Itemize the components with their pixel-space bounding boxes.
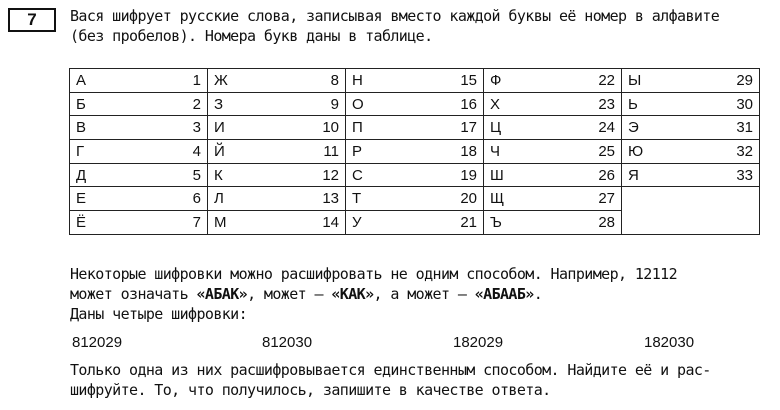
- letter-number: 3: [192, 119, 201, 137]
- letter: Ш: [490, 166, 504, 184]
- task-intro: [70, 6, 770, 46]
- example-word-abaab: «АБААБ»: [474, 285, 534, 303]
- alphabet-cell: [208, 163, 346, 187]
- letter: О: [352, 95, 364, 113]
- alphabet-cell: [208, 116, 346, 140]
- letter-number: 1: [192, 71, 201, 89]
- letter-number: 19: [460, 166, 477, 184]
- example-text: , может —: [247, 285, 332, 303]
- letter: М: [214, 213, 227, 231]
- alphabet-cell: [208, 92, 346, 116]
- alphabet-cell: [70, 140, 208, 164]
- example-word-abak: «АБАК»: [196, 285, 248, 303]
- table-row: [70, 92, 760, 116]
- letter-number: 17: [460, 119, 477, 137]
- alphabet-cell: [622, 92, 760, 116]
- letter: С: [352, 166, 363, 184]
- table-row: [70, 187, 760, 211]
- alphabet-cell: [70, 211, 208, 235]
- letter: Й: [214, 142, 225, 160]
- letter-number: 33: [736, 166, 753, 184]
- alphabet-cell: [346, 163, 484, 187]
- alphabet-cell: [484, 92, 622, 116]
- letter: В: [76, 119, 87, 137]
- letter-number: 31: [736, 119, 753, 137]
- letter-number: 24: [598, 119, 615, 137]
- letter: К: [214, 166, 223, 184]
- letter-number: 12: [322, 166, 339, 184]
- letter: П: [352, 119, 363, 137]
- codes-row: [70, 334, 770, 354]
- letter-number: 15: [460, 71, 477, 89]
- letter-number: 6: [192, 190, 201, 208]
- letter-number: 11: [323, 142, 339, 160]
- letter: Ъ: [490, 213, 502, 231]
- alphabet-cell: [346, 92, 484, 116]
- letter: Ы: [628, 71, 642, 89]
- alphabet-cell: [622, 163, 760, 187]
- table-row: [70, 163, 760, 187]
- alphabet-cell: [484, 69, 622, 93]
- letter-number: 7: [192, 213, 201, 231]
- example-text: может означать: [70, 285, 197, 303]
- example-paragraph: [70, 264, 770, 324]
- letter-number: 14: [322, 213, 339, 231]
- letter-number: 4: [192, 142, 201, 160]
- letter: З: [214, 95, 224, 113]
- letter-number: 32: [736, 142, 753, 160]
- letter-number: 30: [736, 95, 753, 113]
- example-line-1: Некоторые шифровки можно расшифровать не одним способом. Например, 12112: [70, 265, 678, 283]
- alphabet-cell: [622, 69, 760, 93]
- letter-number: 9: [330, 95, 339, 113]
- alphabet-cell: [70, 69, 208, 93]
- empty-cell: [622, 187, 760, 234]
- letter-number: 8: [330, 71, 339, 89]
- example-text: .: [533, 285, 543, 303]
- example-line-3: Даны четыре шифровки:: [70, 305, 248, 323]
- letter: Ь: [628, 95, 638, 113]
- letter: Ю: [628, 142, 644, 160]
- letter-number: 26: [598, 166, 615, 184]
- alphabet-cell: [346, 211, 484, 235]
- alphabet-cell: [70, 92, 208, 116]
- alphabet-cell: [484, 116, 622, 140]
- code-4: 182030: [644, 334, 695, 351]
- conclusion-line-2: шифруйте. То, что получилось, запишите в качестве ответа.: [70, 381, 551, 399]
- letter-number: 27: [598, 190, 615, 208]
- letter: Ч: [490, 142, 500, 160]
- table-row: [70, 69, 760, 93]
- intro-line-2: (без пробелов). Номера букв даны в таблице.: [70, 27, 433, 45]
- alphabet-cell: [484, 163, 622, 187]
- letter-number: 29: [736, 71, 753, 89]
- letter: У: [352, 213, 362, 231]
- letter: Ц: [490, 119, 502, 137]
- letter: Ё: [76, 213, 87, 231]
- example-text: , а может —: [373, 285, 475, 303]
- conclusion-paragraph: [70, 360, 770, 400]
- letter: Я: [628, 166, 639, 184]
- intro-line-1: Вася шифрует русские слова, записывая вместо каждой буквы её номер в алфавите: [70, 7, 720, 25]
- letter: Е: [76, 190, 87, 208]
- letter: Ж: [214, 71, 228, 89]
- letter-number: 10: [322, 119, 339, 137]
- letter-number: 28: [598, 213, 615, 231]
- alphabet-cell: [484, 140, 622, 164]
- letter-number: 22: [598, 71, 615, 89]
- letter: Э: [628, 119, 639, 137]
- conclusion-line-1: Только одна из них расшифровывается единственным способом. Найдите её и рас-: [70, 361, 711, 379]
- code-2: 812030: [262, 334, 313, 351]
- alphabet-cell: [208, 211, 346, 235]
- alphabet-cell: [622, 140, 760, 164]
- letter: Г: [76, 142, 85, 160]
- alphabet-cell: [70, 187, 208, 211]
- alphabet-cell: [484, 187, 622, 211]
- example-line-2: [70, 284, 770, 304]
- letter-number: 16: [460, 95, 477, 113]
- letter: И: [214, 119, 225, 137]
- letter: А: [76, 71, 87, 89]
- alphabet-cell: [346, 187, 484, 211]
- alphabet-cell: [208, 187, 346, 211]
- letter-number: 20: [460, 190, 477, 208]
- alphabet-cell: [484, 211, 622, 235]
- alphabet-cell: [208, 140, 346, 164]
- alphabet-cell: [208, 69, 346, 93]
- letter: Т: [352, 190, 362, 208]
- alphabet-cell: [70, 116, 208, 140]
- table-row: [70, 116, 760, 140]
- example-word-kak: «КАК»: [331, 285, 374, 303]
- alphabet-cell: [346, 69, 484, 93]
- letter-number: 23: [598, 95, 615, 113]
- alphabet-cell: [346, 116, 484, 140]
- letter: Б: [76, 95, 86, 113]
- code-3: 182029: [453, 334, 504, 351]
- letter-number: 18: [460, 142, 477, 160]
- letter-number: 25: [598, 142, 615, 160]
- letter: Д: [76, 166, 87, 184]
- letter-number: 5: [192, 166, 201, 184]
- task-number-box: 7: [8, 8, 56, 32]
- alphabet-cell: [346, 140, 484, 164]
- letter: Щ: [490, 190, 505, 208]
- letter-number: 13: [322, 190, 339, 208]
- alphabet-cell: [70, 163, 208, 187]
- letter: Н: [352, 71, 363, 89]
- letter: Л: [214, 190, 224, 208]
- alphabet-cell: [622, 116, 760, 140]
- letter-number: 2: [192, 95, 201, 113]
- table-row: [70, 140, 760, 164]
- letter-number: 21: [460, 213, 477, 231]
- letter: Х: [490, 95, 501, 113]
- letter: Р: [352, 142, 363, 160]
- alphabet-table: [69, 68, 760, 235]
- letter: Ф: [490, 71, 502, 89]
- code-1: 812029: [72, 334, 123, 351]
